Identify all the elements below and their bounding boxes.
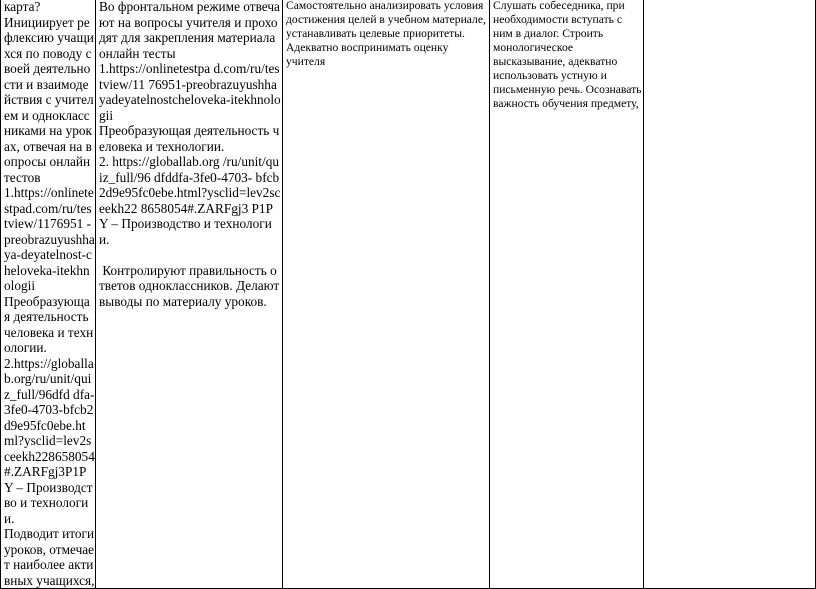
empty-cell [644, 0, 816, 589]
teacher-activity-text: карта? Инициирует рефлексию учащихся по поводу своей деятельности и взаимодействия с учителем и одноклассниками на уроках, отвечая на вопросы онлайн тестов 1.https://onlinetestpad.com/ru/testview/1176951 -preobrazuyushhaya-deyatelnost-cheloveka-itekhnologii Преобразующая деятельность человека и технологии. 2.https://globallab.org/ru/unit/quiz_full/96dfd dfa-3fe0-4703-bfcb2d9e95fc0ebe.html?ysclid=lev2sceekh228658054 #.ZARFgj3P1PY – Производство и технологии. Подводит итоги уроков, отмечает наиболее активных учащихся, [4, 0, 95, 588]
student-activity-text: Во фронтальном режиме отвечают на вопросы учителя и проходят для закрепления материала онлайн тесты 1.https://onlinetestpa d.com/ru/testview/11 76951-preobrazuyushhayadeyatelnostcheloveka-itekhnologii Преобразующая деятельность человека и технологии. 2. https://globallab.org /ru/unit/quiz_full/96 dfddfa-3fe0-4703- bfcb2d9e95fc0ebe.html?ysclid=lev2sceekh22 8658054#.ZARFgj3 P1PY – Производство и технологии. Контролируют правильность ответов одноклассников. Делают выводы по материалу уроков. [99, 0, 281, 309]
communicative-outcomes-cell [490, 0, 644, 589]
teacher-activity-cell [1, 0, 96, 589]
communicative-outcomes-text: Слушать собеседника, при необходимости вступать с ним в диалог. Строить монологическое высказывание, адекватно использовать устную и письменную речь. Осознавать важность обучения предмету, [493, 0, 645, 110]
regulatory-outcomes-text: Самостоятельно анализировать условия достижения целей в учебном материале, устанавливать целевые приоритеты. Адекватно воспринимать оценку учителя [286, 0, 486, 68]
table-row [1, 0, 816, 589]
student-activity-cell [96, 0, 283, 589]
regulatory-outcomes-cell [283, 0, 490, 589]
